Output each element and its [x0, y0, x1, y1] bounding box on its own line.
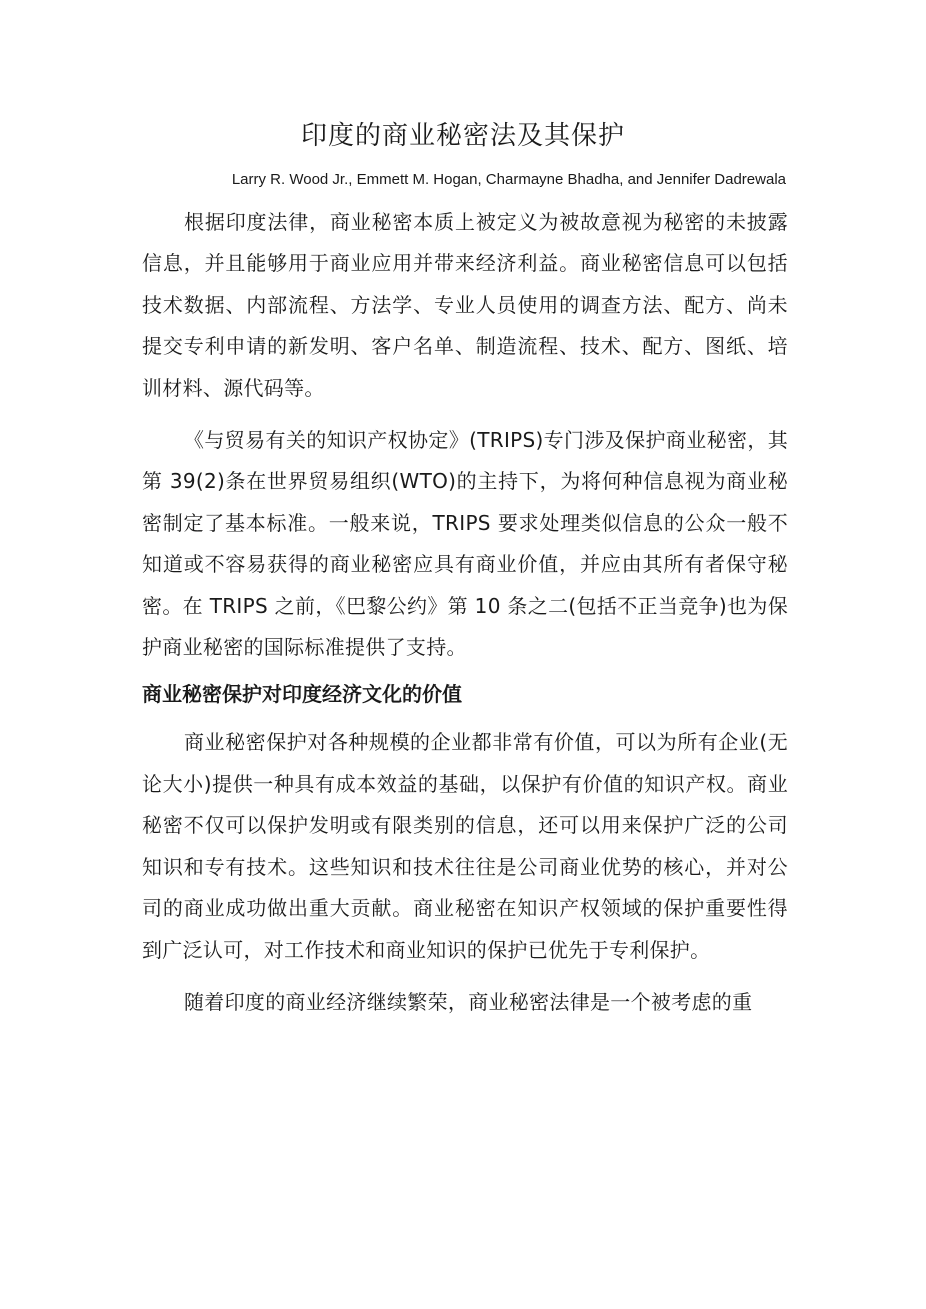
body-paragraph: 《与贸易有关的知识产权协定》(TRIPS)专门涉及保护商业秘密，其第 39(2)条在世界贸易组织(WTO)的主持下，为将何种信息视为商业秘密制定了基本标准。一般来说，TRIPS 要求处理类似信息的公众一般不知道或不容易获得的商业秘密应具有商业价值，并应由其所有者保守秘密。在 TRIPS 之前，《巴黎公约》第 10 条之二(包括不正当竞争)也为保护商业秘密的国际标准提供了支持。	[142, 428, 788, 660]
document-body	[142, 202, 788, 1023]
body-paragraph: 商业秘密保护对各种规模的企业都非常有价值，可以为所有企业(无论大小)提供一种具有成本效益的基础，以保护有价值的知识产权。商业秘密不仅可以保护发明或有限类别的信息，还可以用来保护广泛的公司知识和专有技术。这些知识和技术往往是公司商业优势的核心，并对公司的商业成功做出重大贡献。商业秘密在知识产权领域的保护重要性得到广泛认可，对工作技术和商业知识的保护已优先于专利保护。	[142, 730, 788, 962]
author-byline: Larry R. Wood Jr., Emmett M. Hogan, Charmayne Bhadha, and Jennifer Dadrewala	[231, 171, 786, 188]
section-heading: 商业秘密保护对印度经济文化的价值	[142, 682, 462, 707]
body-paragraph: 随着印度的商业经济继续繁荣，商业秘密法律是一个被考虑的重	[184, 989, 753, 1014]
document-title: 印度的商业秘密法及其保护	[300, 121, 625, 151]
body-paragraph: 根据印度法律，商业秘密本质上被定义为被故意视为秘密的未披露信息，并且能够用于商业应用并带来经济利益。商业秘密信息可以包括技术数据、内部流程、方法学、专业人员使用的调查方法、配方、尚未提交专利申请的新发明、客户名单、制造流程、技术、配方、图纸、培训材料、源代码等。	[142, 210, 788, 400]
